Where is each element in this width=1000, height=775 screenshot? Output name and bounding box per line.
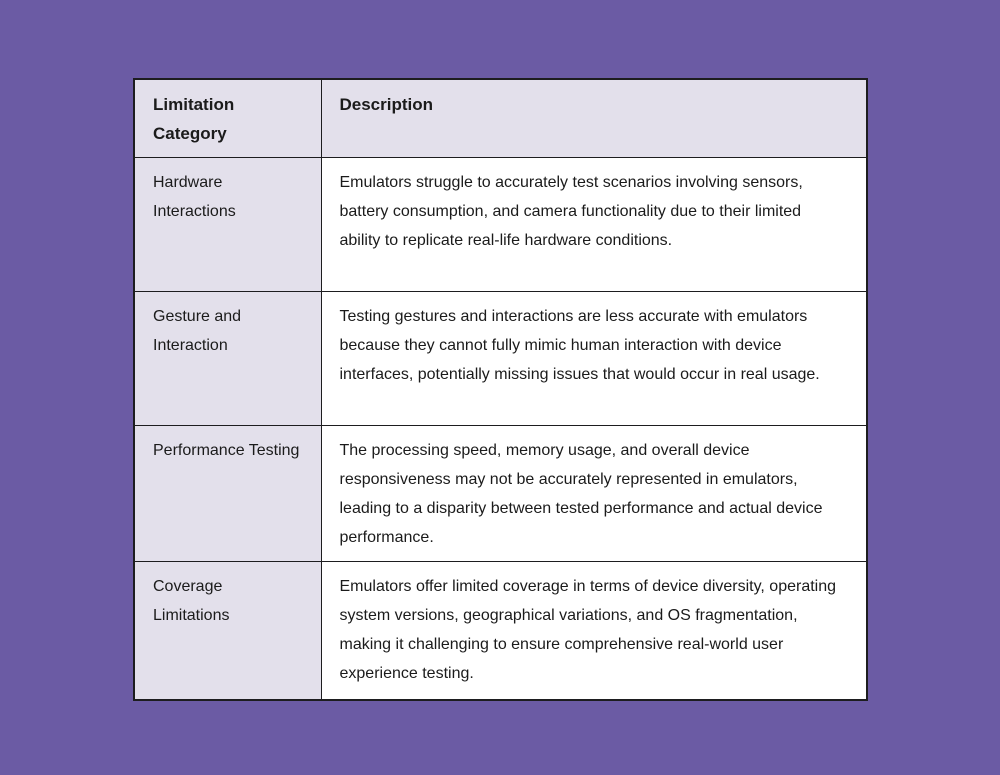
description-cell: Emulators offer limited coverage in terms of device diversity, operating system versions, geographical variations, and OS fragmentation, making it challenging to ensure comprehensive real-world user experience testing. xyxy=(321,562,867,700)
table-row xyxy=(134,562,867,700)
table-row xyxy=(134,292,867,426)
description-cell: Testing gestures and interactions are less accurate with emulators because they cannot fully mimic human interaction with device interfaces, potentially missing issues that would occur in real usage. xyxy=(321,292,867,426)
description-cell: Emulators struggle to accurately test scenarios involving sensors, battery consumption, and camera functionality due to their limited ability to replicate real-life hardware conditions. xyxy=(321,158,867,292)
category-cell: Performance Testing xyxy=(134,426,321,562)
table-row xyxy=(134,426,867,562)
description-cell: The processing speed, memory usage, and overall device responsiveness may not be accurately represented in emulators, leading to a disparity between tested performance and actual device performance. xyxy=(321,426,867,562)
limitations-table xyxy=(133,78,868,701)
table-header-row xyxy=(134,79,867,158)
header-limitation-category: Limitation Category xyxy=(134,79,321,158)
table-row xyxy=(134,158,867,292)
category-cell: Gesture and Interaction xyxy=(134,292,321,426)
category-cell: Coverage Limitations xyxy=(134,562,321,700)
category-cell: Hardware Interactions xyxy=(134,158,321,292)
header-description: Description xyxy=(321,79,867,158)
